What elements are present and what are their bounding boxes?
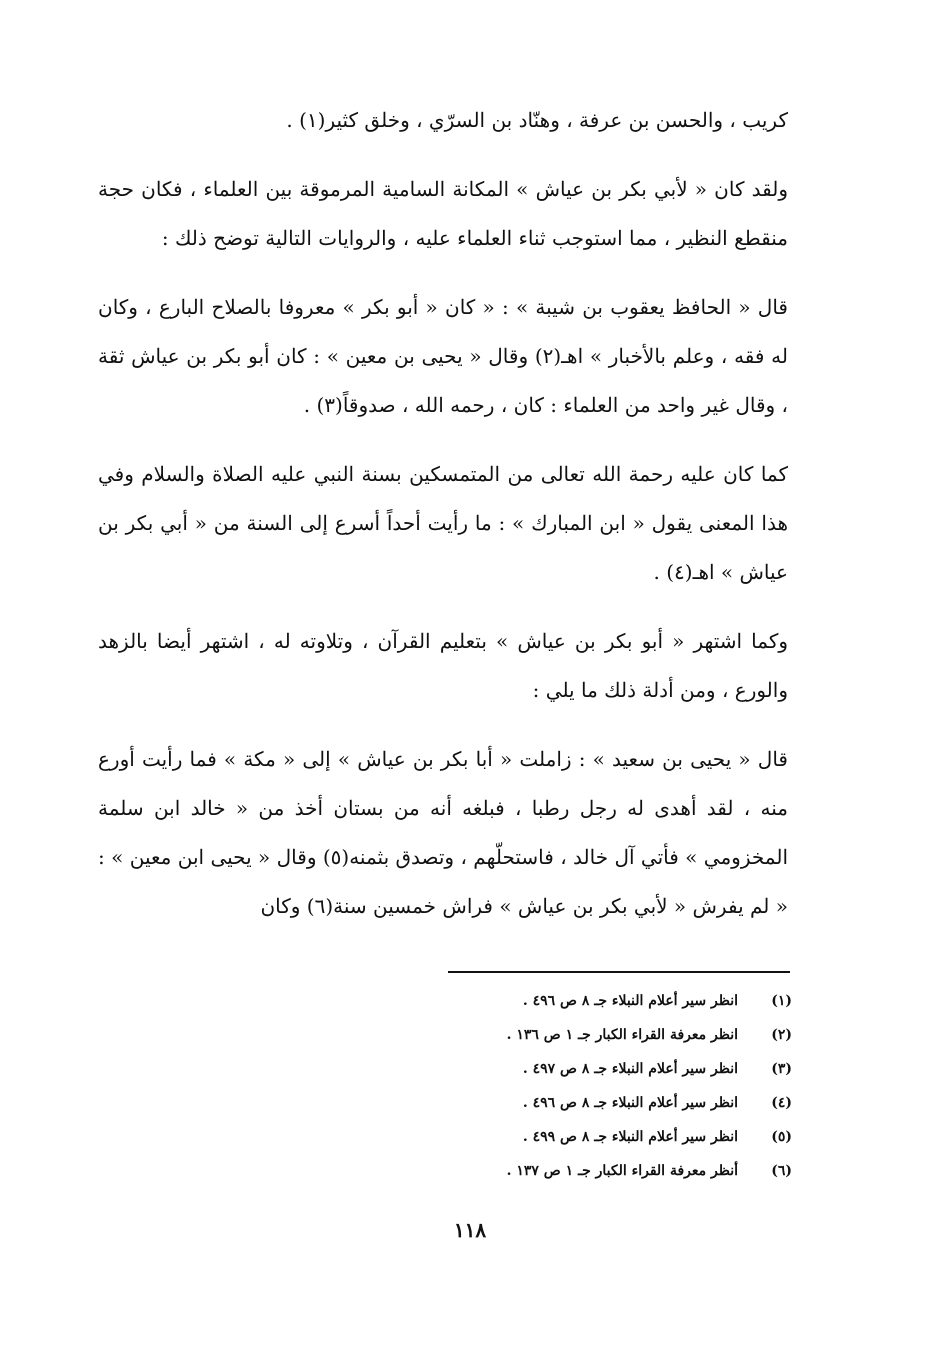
footnote-text: انظر معرفة القراء الكبار جـ ١ ص ١٣٦ .	[506, 1027, 738, 1043]
footnote-item	[420, 1052, 792, 1086]
footnote-text: انظر سير أعلام النبلاء جـ ٨ ص ٤٩٦ .	[522, 1095, 738, 1111]
main-text	[98, 96, 788, 931]
footnote-number: (٤)	[771, 1095, 792, 1111]
paragraph-1: كريب ، والحسن بن عرفة ، وهنّاد بن السرّي ، وخلق كثير(١) .	[286, 108, 788, 132]
footnotes-list	[420, 984, 792, 1188]
footnote-text: أنظر معرفة القراء الكبار جـ ١ ص ١٣٧ .	[506, 1163, 738, 1179]
footnote-number: (١)	[771, 993, 792, 1009]
page-number: ١١٨	[453, 1218, 487, 1242]
footnote-number: (٦)	[771, 1163, 792, 1179]
footnote-item	[420, 984, 792, 1018]
footnote-text: انظر سير أعلام النبلاء جـ ٨ ص ٤٩٦ .	[522, 993, 738, 1009]
footnote-number: (٣)	[771, 1061, 792, 1077]
footnote-divider	[448, 971, 790, 973]
paragraph-2: ولقد كان « لأبي بكر بن عياش » المكانة السامية المرموقة بين العلماء ، فكان حجة منقطع النظير ، مما استوجب ثناء العلماء عليه ، والروايات التالية توضح ذلك :	[98, 177, 788, 250]
footnote-item	[420, 1086, 792, 1120]
paragraph-3: قال « الحافظ يعقوب بن شيبة » : « كان « أبو بكر » معروفا بالصلاح البارع ، وكان له فقه ، وعلم بالأخبار » اهـ(٢) وقال « يحيى بن معين » : كان أبو بكر بن عياش ثقة ، وقال غير واحد من العلماء : كان ، رحمه الله ، صدوقاً(٣) .	[98, 295, 788, 417]
footnote-item	[420, 1018, 792, 1052]
paragraph-5: وكما اشتهر « أبو بكر بن عياش » بتعليم القرآن ، وتلاوته له ، اشتهر أيضا بالزهد والورع ، ومن أدلة ذلك ما يلي :	[98, 629, 788, 702]
paragraph-4: كما كان عليه رحمة الله تعالى من المتمسكين بسنة النبي عليه الصلاة والسلام وفي هذا المعنى يقول « ابن المبارك » : ما رأيت أحداً أسرع إلى السنة من « أبي بكر بن عياش » اهـ(٤) .	[98, 462, 788, 584]
footnote-number: (٢)	[771, 1027, 792, 1043]
footnote-item	[420, 1154, 792, 1188]
footnote-text: انظر سير أعلام النبلاء جـ ٨ ص ٤٩٩ .	[522, 1129, 738, 1145]
footnote-text: انظر سير أعلام النبلاء جـ ٨ ص ٤٩٧ .	[522, 1061, 738, 1077]
paragraph-6: قال « يحيى بن سعيد » : زاملت « أبا بكر بن عياش » إلى « مكة » فما رأيت أورع منه ، لقد أهدى له رجل رطبا ، فبلغه أنه من بستان أخذ من « خالد ابن سلمة المخزومي » فأتي آل خالد ، فاستحلّهم ، وتصدق بثمنه(٥) وقال « يحيى ابن معين » : « لم يفرش « لأبي بكر بن عياش » فراش خمسين سنة(٦) وكان	[98, 747, 789, 918]
footnote-item	[420, 1120, 792, 1154]
footnote-number: (٥)	[771, 1129, 792, 1145]
